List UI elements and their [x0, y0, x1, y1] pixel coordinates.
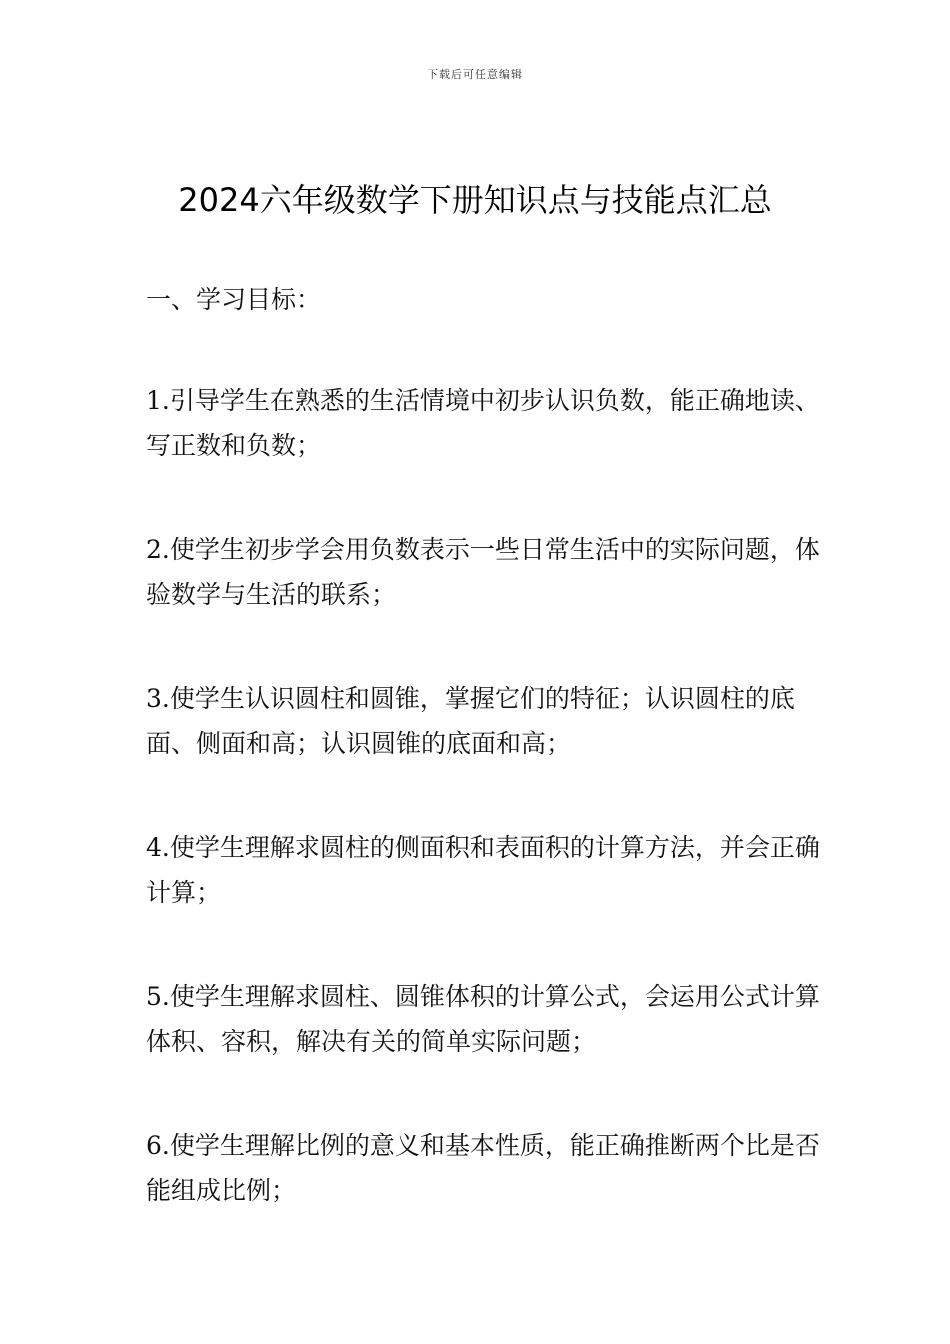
- objective-item: 2.使学生初步学会用负数表示一些日常生活中的实际问题，体验数学与生活的联系；: [146, 535, 820, 609]
- objective-item: 3.使学生认识圆柱和圆锥，掌握它们的特征；认识圆柱的底面、侧面和高；认识圆锥的底面和高；: [146, 684, 795, 758]
- document-title: 2024六年级数学下册知识点与技能点汇总: [178, 181, 772, 219]
- objective-list: [146, 378, 826, 1272]
- objective-item: 6.使学生理解比例的意义和基本性质，能正确推断两个比是否能组成比例；: [146, 1131, 820, 1205]
- header-note: 下载后可任意编辑: [427, 68, 523, 81]
- section-heading: 一、学习目标：: [146, 285, 322, 314]
- objective-item: 5.使学生理解求圆柱、圆锥体积的计算公式，会运用公式计算体积、容积，解决有关的简单实际问题；: [146, 982, 820, 1056]
- objective-item: 4.使学生理解求圆柱的侧面积和表面积的计算方法，并会正确计算；: [146, 833, 820, 907]
- objective-item: 1.引导学生在熟悉的生活情境中初步认识负数，能正确地读、写正数和负数；: [146, 386, 820, 460]
